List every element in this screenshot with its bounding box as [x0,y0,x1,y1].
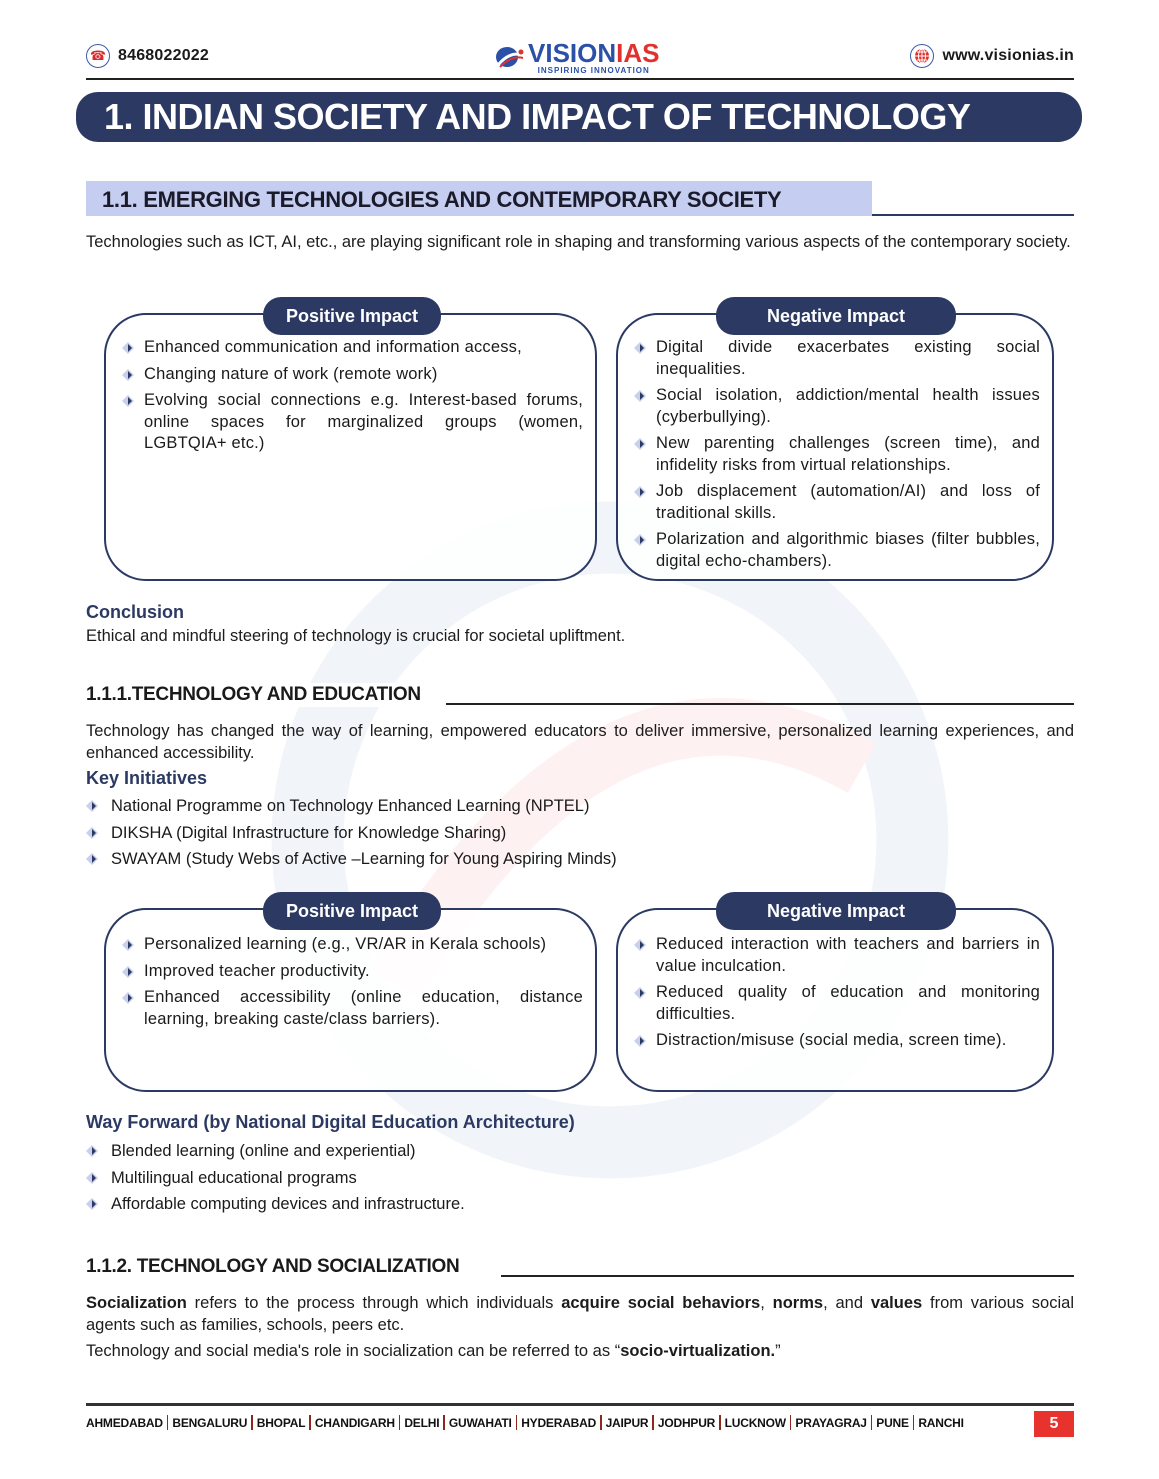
city: LUCKNOW [724,1415,786,1430]
way-forward-heading: Way Forward (by National Digital Education Architecture) [86,1112,575,1132]
positive-impact-box-2 [104,900,597,1092]
list-item: Affordable computing devices and infrastructure. [86,1193,465,1215]
diamond-bullet-icon [122,992,134,1004]
page-number-badge: 5 [1034,1411,1074,1437]
positive-impact-box-1 [104,305,597,581]
negative-impact-box-1 [616,305,1054,581]
key-initiatives-heading: Key Initiatives [86,768,208,788]
positive-impact-label: Positive Impact [263,892,441,930]
city: HYDERABAD [521,1415,597,1430]
list-item: Enhanced accessibility (online education, distance learning, breaking caste/class barriers). [120,987,583,1030]
page-header [86,40,1074,80]
globe-icon [910,44,934,68]
list-item: Multilingual educational programs [86,1167,465,1189]
diamond-bullet-icon [86,1145,98,1157]
diamond-bullet-icon [634,390,646,402]
diamond-bullet-icon [634,534,646,546]
conclusion-text: Ethical and mindful steering of technology is crucial for societal upliftment. [86,627,626,645]
city: AHMEDABAD [86,1415,163,1430]
website-link[interactable] [910,44,1074,68]
logo-swoosh-icon [494,43,524,69]
diamond-bullet-icon [122,369,134,381]
city: JAIPUR [605,1415,649,1430]
diamond-bullet-icon [634,486,646,498]
city: DELHI [404,1415,440,1430]
city: RANCHI [918,1415,964,1430]
list-item: Blended learning (online and experiential) [86,1140,465,1162]
city: PRAYAGRAJ [795,1415,867,1430]
list-item: Enhanced communication and information access, [120,337,583,359]
phone-contact[interactable] [86,44,209,68]
negative-impact-box-2 [616,900,1054,1092]
city: PUNE [876,1415,909,1430]
diamond-bullet-icon [634,1035,646,1047]
diamond-bullet-icon [86,1172,98,1184]
list-item: DIKSHA (Digital Infrastructure for Knowledge Sharing) [86,822,617,844]
diamond-bullet-icon [122,342,134,354]
list-item: Reduced interaction with teachers and barriers in value inculcation. [632,934,1040,977]
section-heading-text: 1.1. EMERGING TECHNOLOGIES AND CONTEMPORARY SOCIETY [102,187,782,212]
socialization-definition: Socialization refers to the process through which individuals acquire social behaviors, norms, and values from various social agents such as families, schools, peers etc. [86,1294,1074,1334]
way-forward-list [86,1140,465,1220]
list-item: Job displacement (automation/AI) and loss of traditional skills. [632,481,1040,524]
list-item: Reduced quality of education and monitoring difficulties. [632,982,1040,1025]
list-item: New parenting challenges (screen time), and infidelity risks from virtual relationships. [632,433,1040,476]
diamond-bullet-icon [634,939,646,951]
city: BHOPAL [256,1415,306,1430]
website-url: www.visionias.in [942,47,1074,64]
city-list [86,1415,964,1430]
phone-number: 8468022022 [118,47,209,64]
subsection-heading-text: 1.1.2. TECHNOLOGY AND SOCIALIZATION [86,1255,465,1279]
list-item: Changing nature of work (remote work) [120,364,583,386]
diamond-bullet-icon [634,438,646,450]
visionias-logo [494,40,659,75]
phone-icon: ☎ [86,44,110,68]
diamond-bullet-icon [86,800,98,812]
diamond-bullet-icon [122,966,134,978]
list-item: Distraction/misuse (social media, screen time). [632,1030,1040,1052]
chapter-title: 1. INDIAN SOCIETY AND IMPACT OF TECHNOLOGY [76,92,1082,142]
list-item: Digital divide exacerbates existing social inequalities. [632,337,1040,380]
list-item: Personalized learning (e.g., VR/AR in Kerala schools) [120,934,583,956]
heading-rule [446,703,1074,705]
list-item: SWAYAM (Study Webs of Active –Learning for Young Aspiring Minds) [86,848,617,870]
diamond-bullet-icon [634,342,646,354]
diamond-bullet-icon [122,939,134,951]
diamond-bullet-icon [86,853,98,865]
list-item: Improved teacher productivity. [120,961,583,983]
conclusion-heading: Conclusion [86,602,184,622]
city: CHANDIGARH [314,1415,395,1430]
diamond-bullet-icon [86,827,98,839]
logo-tagline: INSPIRING INNOVATION [537,66,650,75]
list-item: National Programme on Technology Enhanced Learning (NPTEL) [86,795,617,817]
list-item: Polarization and algorithmic biases (filter bubbles, digital echo-chambers). [632,529,1040,572]
heading-rule [501,1275,1074,1277]
city: GUWAHATI [448,1415,512,1430]
logo-text-vision: VISION [528,38,617,68]
city: BENGALURU [172,1415,248,1430]
section-heading-1-1 [86,181,1074,216]
positive-impact-label: Positive Impact [263,297,441,335]
subsection-heading-1-1-1 [86,683,1074,707]
list-item: Social isolation, addiction/mental health issues (cyberbullying). [632,385,1040,428]
list-item: Evolving social connections e.g. Interest-based forums, online spaces for marginalized groups (women, LGBTQIA+ etc.) [120,390,583,455]
subsection-heading-1-1-2 [86,1255,1074,1279]
diamond-bullet-icon [86,1198,98,1210]
section-1-1-intro: Technologies such as ICT, AI, etc., are playing significant role in shaping and transforming various aspects of the contemporary society. [86,233,1071,251]
diamond-bullet-icon [122,395,134,407]
negative-impact-label: Negative Impact [716,297,956,335]
key-initiatives-list [86,795,617,875]
section-1-1-1-intro: Technology has changed the way of learning, empowered educators to deliver immersive, personalized learning experiences, and enhanced accessibility. [86,722,1074,762]
city: JODHPUR [657,1415,716,1430]
socio-virtualization-text: Technology and social media's role in socialization can be referred to as “socio-virtualization.” [86,1342,781,1360]
subsection-heading-text: 1.1.1.TECHNOLOGY AND EDUCATION [86,683,427,707]
logo-text-ias: IAS [616,38,660,68]
negative-impact-label: Negative Impact [716,892,956,930]
page-footer [86,1403,1074,1437]
diamond-bullet-icon [634,987,646,999]
